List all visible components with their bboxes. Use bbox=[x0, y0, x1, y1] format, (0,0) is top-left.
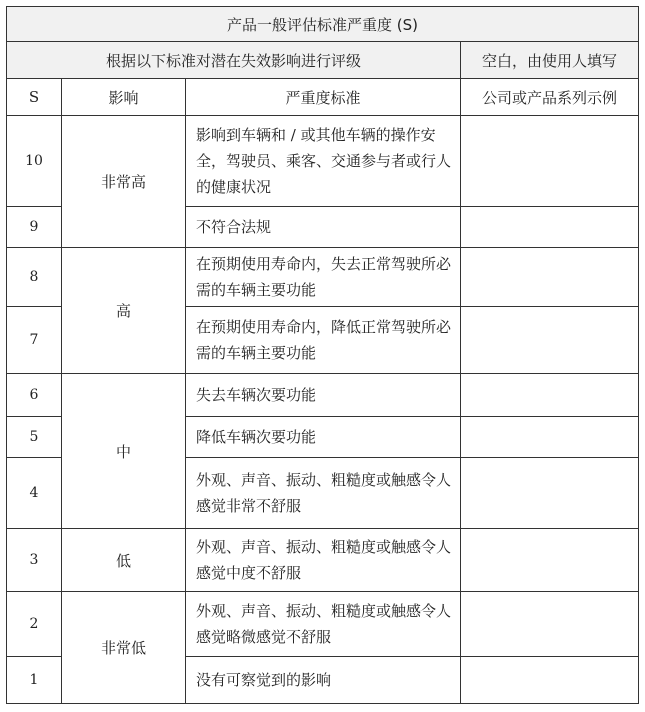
example-cell bbox=[461, 374, 639, 417]
criteria-text: 失去车辆次要功能 bbox=[186, 374, 461, 417]
severity-value: 6 bbox=[7, 374, 62, 417]
severity-value: 9 bbox=[7, 207, 62, 248]
subheader-rating-instruction: 根据以下标准对潜在失效影响进行评级 bbox=[7, 42, 461, 79]
criteria-text: 没有可察觉到的影响 bbox=[186, 657, 461, 704]
severity-value: 10 bbox=[7, 116, 62, 207]
column-header-example: 公司或产品系列示例 bbox=[461, 79, 639, 116]
subheader-row bbox=[7, 42, 639, 79]
criteria-text: 在预期使用寿命内，失去正常驾驶所必需的车辆主要功能 bbox=[186, 248, 461, 307]
example-cell bbox=[461, 248, 639, 307]
criteria-text: 在预期使用寿命内，降低正常驾驶所必需的车辆主要功能 bbox=[186, 307, 461, 374]
effect-label: 非常高 bbox=[62, 116, 186, 248]
severity-value: 2 bbox=[7, 592, 62, 657]
severity-table bbox=[6, 6, 639, 704]
example-cell bbox=[461, 458, 639, 529]
severity-value: 1 bbox=[7, 657, 62, 704]
criteria-text: 降低车辆次要功能 bbox=[186, 417, 461, 458]
effect-label: 非常低 bbox=[62, 592, 186, 704]
effect-label: 中 bbox=[62, 374, 186, 529]
table-title: 产品一般评估标准严重度 (S) bbox=[7, 7, 639, 42]
example-cell bbox=[461, 116, 639, 207]
severity-value: 7 bbox=[7, 307, 62, 374]
severity-value: 3 bbox=[7, 529, 62, 592]
severity-value: 8 bbox=[7, 248, 62, 307]
column-header-row bbox=[7, 79, 639, 116]
severity-value: 5 bbox=[7, 417, 62, 458]
severity-value: 4 bbox=[7, 458, 62, 529]
table-row bbox=[7, 248, 639, 307]
example-cell bbox=[461, 529, 639, 592]
effect-label: 高 bbox=[62, 248, 186, 374]
column-header-effect: 影响 bbox=[62, 79, 186, 116]
table-row bbox=[7, 116, 639, 207]
criteria-text: 外观、声音、振动、粗糙度或触感令人感觉非常不舒服 bbox=[186, 458, 461, 529]
criteria-text: 不符合法规 bbox=[186, 207, 461, 248]
table-row bbox=[7, 374, 639, 417]
criteria-text: 外观、声音、振动、粗糙度或触感令人感觉略微感觉不舒服 bbox=[186, 592, 461, 657]
example-cell bbox=[461, 207, 639, 248]
table-row bbox=[7, 592, 639, 657]
criteria-text: 外观、声音、振动、粗糙度或触感令人感觉中度不舒服 bbox=[186, 529, 461, 592]
table-row bbox=[7, 529, 639, 592]
example-cell bbox=[461, 657, 639, 704]
subheader-user-fill: 空白，由使用人填写 bbox=[461, 42, 639, 79]
effect-label: 低 bbox=[62, 529, 186, 592]
criteria-text: 影响到车辆和 / 或其他车辆的操作安全，驾驶员、乘客、交通参与者或行人的健康状况 bbox=[186, 116, 461, 207]
example-cell bbox=[461, 417, 639, 458]
column-header-s: S bbox=[7, 79, 62, 116]
example-cell bbox=[461, 592, 639, 657]
title-row bbox=[7, 7, 639, 42]
example-cell bbox=[461, 307, 639, 374]
column-header-criteria: 严重度标准 bbox=[186, 79, 461, 116]
